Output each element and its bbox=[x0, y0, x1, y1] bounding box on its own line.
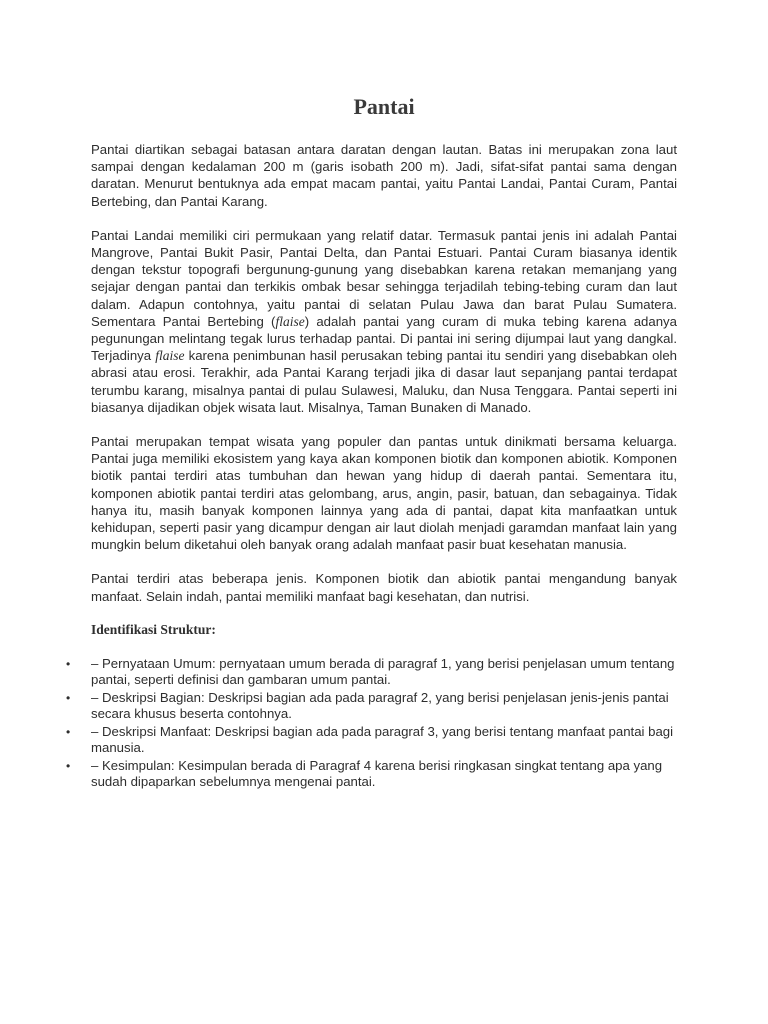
paragraph-conclusion bbox=[91, 570, 677, 604]
paragraph-definition bbox=[91, 141, 677, 210]
paragraph-benefits bbox=[91, 433, 677, 553]
bullet-icon: • bbox=[66, 656, 71, 671]
document-page bbox=[66, 93, 677, 792]
bullet-icon: • bbox=[66, 758, 71, 773]
list-item-text: – Deskripsi Bagian: Deskripsi bagian ada pada paragraf 2, yang berisi penjelasan jenis-jenis pantai secara khusus beserta contohnya. bbox=[91, 689, 669, 721]
paragraph-beach-types-text-a: Pantai Landai memiliki ciri permukaan yang relatif datar. Termasuk pantai jenis ini adalah Pantai Mangrove, Pantai Bukit Pasir, Pantai Delta, dan Pantai Estuari. Pantai Curam biasanya identik dengan tekstur topografi bergunung-gunung yang disebabkan karena retakan memanjang yang sejajar dengan pantai dan terkikis ombak besar sehingga terjadilah tebing-tebing curam dan laut dalam. Adapun contohnya, yaitu pantai di selatan Pulau Jawa dan barat Pulau Sumatera. Sementara Pantai Bertebing ( bbox=[91, 227, 677, 329]
list-item bbox=[66, 690, 677, 722]
list-item-text: – Deskripsi Manfaat: Deskripsi bagian ada pada paragraf 3, yang berisi tentang manfaat pantai bagi manusia. bbox=[91, 723, 674, 755]
list-item-text: – Kesimpulan: Kesimpulan berada di Paragraf 4 karena berisi ringkasan singkat tentang apa yang sudah dipaparkan sebelumnya mengenai pantai. bbox=[91, 757, 663, 789]
list-item-text: – Pernyataan Umum: pernyataan umum berada di paragraf 1, yang berisi penjelasan umum tentang pantai, seperti definisi dan gambaran umum pantai. bbox=[91, 655, 675, 688]
term-flaise: flaise bbox=[275, 313, 305, 329]
document-title: Pantai bbox=[353, 94, 415, 119]
term-flaise: flaise bbox=[155, 348, 185, 364]
structure-heading: Identifikasi Struktur: bbox=[91, 621, 216, 637]
list-item bbox=[66, 724, 677, 756]
paragraph-benefits-text: Pantai merupakan tempat wisata yang populer dan pantas untuk dinikmati bersama keluarga. Pantai juga memiliki ekosistem yang kaya akan komponen biotik dan komponen abiotik. Komponen biotik pantai terdiri atas tumbuhan dan hewan yang hidup di daerah pantai. Sementara itu, komponen abiotik pantai terdiri atas gelombang, arus, angin, pasir, batuan, dan sebagainya. Tidak hanya itu, masih banyak komponen lainnya yang ada di pantai, dapat kita manfaatkan untuk kehidupan, seperti pasir yang dicampur dengan air laut diolah menjadi garamdan manfaat lain yang mungkin belum diketahui oleh banyak orang adalah manfaat pasir buat kesehatan manusia. bbox=[91, 434, 677, 553]
paragraph-beach-types-text-c: karena penimbunan hasil perusakan tebing pantai itu sendiri yang disebabkan oleh abrasi atau erosi. Terakhir, ada Pantai Karang terjadi jika di dasar laut sepanjang pantai terdapat terumbu karang, misalnya pantai di pulau Sulawesi, Maluku, dan Nusa Tenggara. Pantai seperti ini biasanya dijadikan objek wisata laut. Misalnya, Taman Bunaken di Manado. bbox=[91, 348, 677, 415]
structure-list bbox=[66, 656, 677, 790]
bullet-icon: • bbox=[66, 690, 71, 705]
paragraph-beach-types bbox=[91, 227, 677, 416]
list-item bbox=[66, 656, 677, 688]
paragraph-definition-text: Pantai diartikan sebagai batasan antara daratan dengan lautan. Batas ini merupakan zona laut sampai dengan kedalaman 200 m (garis isobath 200 m). Jadi, sifat-sifat pantai sama dengan daratan. Menurut bentuknya ada empat macam pantai, yaitu Pantai Landai, Pantai Curam, Pantai Bertebing, dan Pantai Karang. bbox=[91, 142, 677, 209]
paragraph-conclusion-text: Pantai terdiri atas beberapa jenis. Komponen biotik dan abiotik pantai mengandung banyak manfaat. Selain indah, pantai memiliki manfaat bagi kesehatan, dan nutrisi. bbox=[91, 571, 677, 604]
paragraph-beach-types-text-b: ) adalah pantai yang curam di muka tebing karena adanya pegunungan melintang tegak lurus terhadap pantai. Di pantai ini sering dijumpai laut yang dangkal. Terjadinya bbox=[91, 313, 677, 364]
bullet-icon: • bbox=[66, 724, 71, 739]
list-item bbox=[66, 758, 677, 790]
